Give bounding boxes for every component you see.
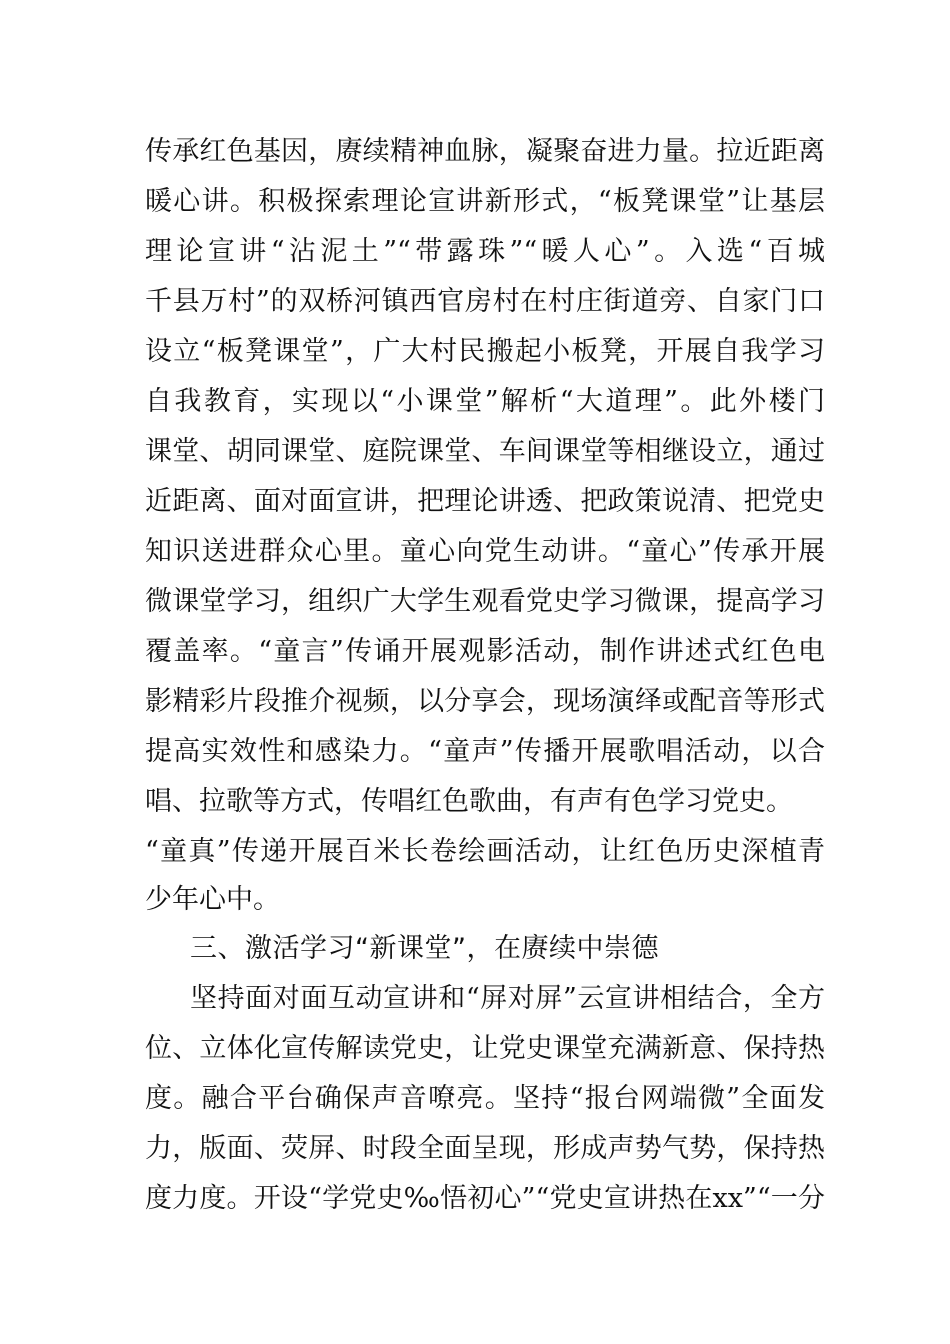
paragraph-line: 少年心中。: [145, 884, 280, 915]
paragraph-line: “童真”传递开展百米长卷绘画活动，让红色历史深植青: [145, 836, 825, 867]
paragraph-line: 影精彩片段推介视频，以分享会，现场演绎或配音等形式: [145, 686, 825, 717]
section-heading: 三、激活学习“新课堂”，在赓续中崇德: [190, 933, 659, 964]
paragraph-line: 度。融合平台确保声音嘹亮。坚持“报台网端微”全面发: [145, 1083, 825, 1114]
paragraph-line: 暖心讲。积极探索理论宣讲新形式，“板凳课堂”让基层: [145, 186, 825, 217]
paragraph-line: 覆盖率。“童言”传诵开展观影活动，制作讲述式红色电: [145, 636, 825, 667]
paragraph-line: 提高实效性和感染力。“童声”传播开展歌唱活动，以合: [145, 736, 825, 767]
paragraph-line: 近距离、面对面宣讲，把理论讲透、把政策说清、把党史: [145, 486, 825, 517]
paragraph-line: 课堂、胡同课堂、庭院课堂、车间课堂等相继设立，通过: [145, 436, 825, 467]
paragraph-line: 传承红色基因，赓续精神血脉，凝聚奋进力量。拉近距离: [145, 136, 825, 167]
paragraph-line: 设立“板凳课堂”，广大村民搬起小板凳，开展自我学习: [145, 336, 825, 367]
paragraph-line: 坚持面对面互动宣讲和“屏对屏”云宣讲相结合，全方: [190, 983, 825, 1014]
paragraph-line: 知识送进群众心里。童心向党生动讲。“童心”传承开展: [145, 536, 825, 567]
paragraph-line: 度力度。开设“学党史‰悟初心”“党史宣讲热在xx”“一分: [145, 1183, 825, 1214]
paragraph-line: 位、立体化宣传解读党史，让党史课堂充满新意、保持热: [145, 1033, 825, 1064]
paragraph-line: 千县万村”的双桥河镇西官房村在村庄街道旁、自家门口: [145, 286, 825, 317]
paragraph-line: 自我教育，实现以“小课堂”解析“大道理”。此外楼门: [145, 386, 825, 417]
paragraph-line: 力，版面、荧屏、时段全面呈现，形成声势气势，保持热: [145, 1133, 825, 1164]
paragraph-line: 微课堂学习，组织广大学生观看党史学习微课，提高学习: [145, 586, 825, 617]
paragraph-line: 唱、拉歌等方式，传唱红色歌曲，有声有色学习党史。: [145, 786, 793, 817]
paragraph-line: 理论宣讲“沾泥土”“带露珠”“暖人心”。入选“百城: [145, 236, 825, 267]
